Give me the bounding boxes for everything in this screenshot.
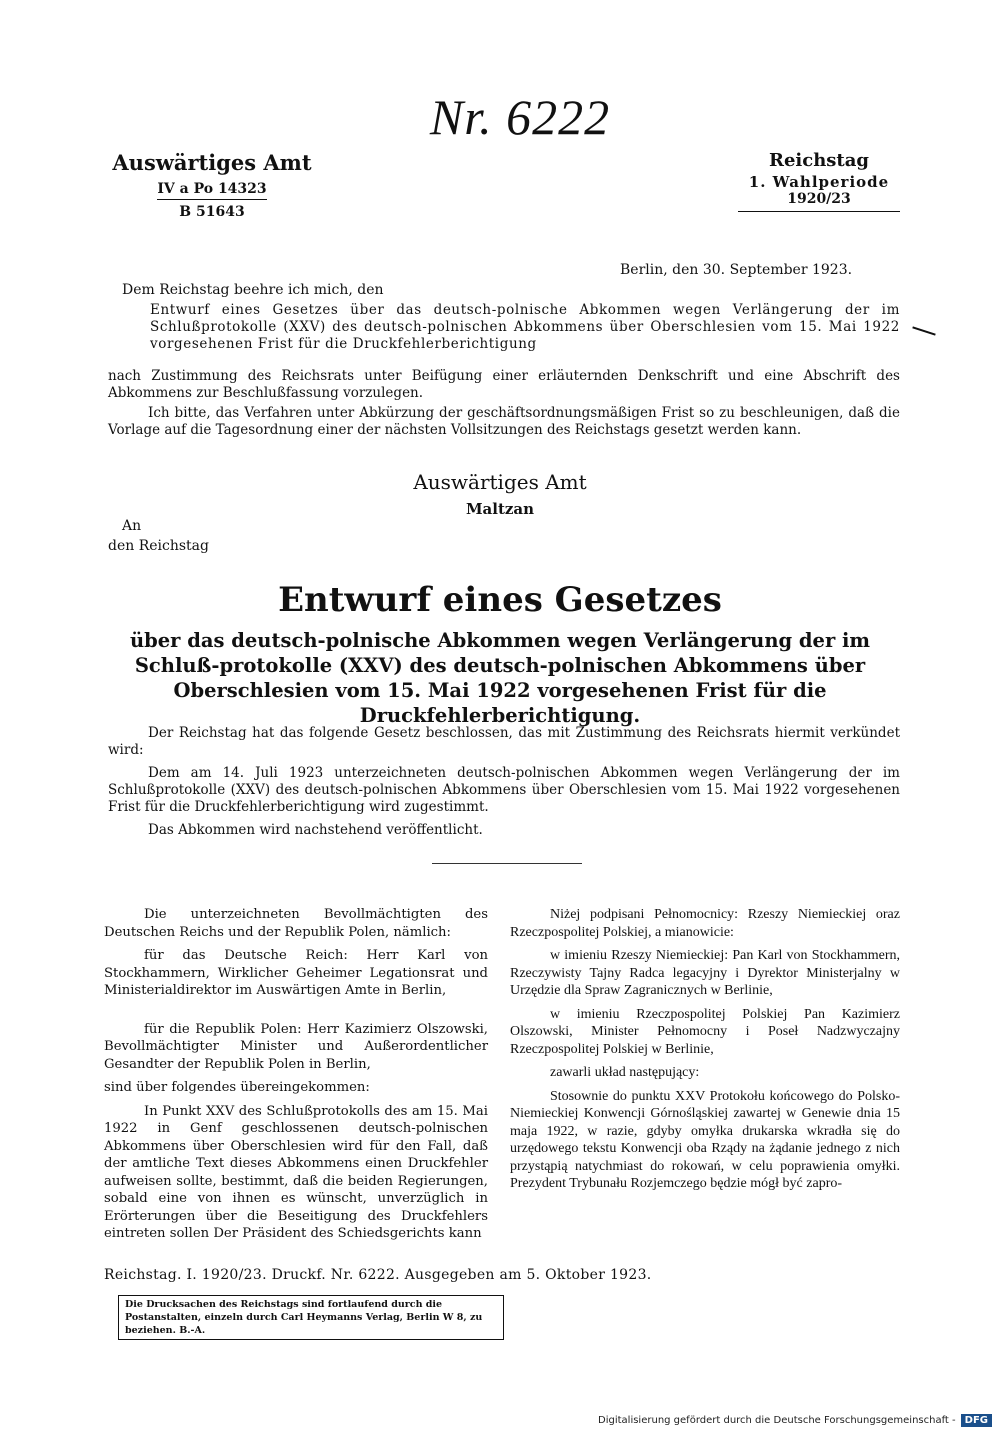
address-line-2: den Reichstag: [108, 538, 209, 554]
section-divider: [432, 863, 582, 864]
law-article-1: Dem am 14. Juli 1923 unterzeichneten deutsch-polnischen Abkommen wegen Verlängerung der im Schlußprotokolle (XXV) des deutsch-polnischen Abkommens über Oberschlesien vom 15. Mai 1922 vorgesehenen Frist für die Druckfehlerberichtigung wird zugestimmt.: [108, 765, 900, 815]
address-line-1: An: [122, 518, 142, 534]
dfg-logo-badge: DFG: [961, 1414, 992, 1427]
agreement-german-column: [104, 906, 488, 1249]
file-reference-2: B 51643: [179, 204, 245, 220]
recipient-body: Reichstag: [769, 150, 869, 171]
letter-date: Berlin, den 30. September 1923.: [620, 262, 853, 278]
signer-office: Auswärtiges Amt: [413, 470, 587, 494]
agreement-de-agreed: sind über folgendes übereingekommen:: [104, 1080, 370, 1095]
signer-name: Maltzan: [465, 500, 535, 518]
issuer-block: [112, 150, 312, 220]
law-title: Entwurf eines Gesetzes: [278, 580, 722, 620]
print-reference: Reichstag. I. 1920/23. Druckf. Nr. 6222. Ausgegeben am 5. Oktober 1923.: [104, 1267, 652, 1283]
digitization-credit: [598, 1414, 992, 1427]
law-article-2: Das Abkommen wird nachstehend veröffentlicht.: [148, 822, 483, 838]
agreement-pl-germany-rep: w imieniu Rzeszy Niemieckiej: Pan Karl von Stockhammern, Rzeczywisty Tajny Radca legacyjny i Dyrektor Ministerjalny w Urzędzie dla Spraw Zagranicznych w Berlinie,: [510, 948, 900, 998]
address-block: [108, 516, 209, 556]
agreement-de-poland-rep: für die Republik Polen: Herr Kazimierz Olszowski, Bevollmächtigter Minister und Außerordentlicher Gesandter der Republik Polen in Berlin,: [104, 1021, 488, 1072]
letter-greeting: Dem Reichstag beehre ich mich, den: [122, 282, 384, 298]
agreement-pl-poland-rep: w imieniu Rzeczpospolitej Polskiej Pan Kazimierz Olszowski, Minister Pełnomocny i Poseł Nadzwyczajny Rzeczpospolitej Polskiej w Berlinie,: [510, 1006, 900, 1057]
agreement-polish-column: [510, 906, 900, 1199]
request-text: Ich bitte, das Verfahren unter Abkürzung der geschäftsordnungsmäßigen Frist so zu beschleunigen, daß die Vorlage auf die Tagesordnung einer der nächsten Vollsitzungen des Reichstags gesetzt werden kann.: [108, 405, 900, 438]
period-years: 1920/23: [738, 191, 900, 212]
file-reference-1: IV a Po 14323: [157, 181, 266, 200]
distribution-notice: Die Drucksachen des Reichstags sind fortlaufend durch die Postanstalten, einzeln durch Carl Heymanns Verlag, Berlin W 8, zu beziehen. B.-A.: [118, 1295, 504, 1340]
law-subtitle: über das deutsch-polnische Abkommen wegen Verlängerung der im Schluß-protokolle (XXV) des deutsch-polnischen Abkommens über Oberschlesien vom 15. Mai 1922 vorgesehenen Frist für die Druckfehlerberichtigung.: [129, 629, 871, 727]
digitization-credit-text: Digitalisierung gefördert durch die Deutsche Forschungsgemeinschaft -: [598, 1415, 956, 1426]
agreement-de-preamble: Die unterzeichneten Bevollmächtigten des Deutschen Reichs und der Republik Polen, nämlich:: [104, 907, 488, 940]
margin-mark: [912, 326, 935, 335]
agreement-de-article: In Punkt XXV des Schlußprotokolls des am 15. Mai 1922 in Genf geschlossenen deutsch-polnischen Abkommens über Oberschlesien wird für den Fall, daß der amtliche Text dieses Abkommens einen Druckfehler aufweisen sollte, bestimmt, daß die beiden Regierungen, sobald eine von ihnen es wünscht, unverzüglich in Erörterungen über die Beseitigung des Druckfehlers eintreten sollen Der Präsident des Schiedsgerichts kann: [104, 1103, 488, 1241]
law-enactment: Der Reichstag hat das folgende Gesetz beschlossen, das mit Zustimmung des Reichsrats hiermit verkündet wird:: [108, 725, 900, 758]
agreement-pl-preamble: Niżej podpisani Pełnomocnicy: Rzeszy Niemieckiej oraz Rzeczpospolitej Polskiej, a mianowicie:: [510, 907, 900, 940]
agreement-pl-agreed: zawarli układ następujący:: [550, 1065, 700, 1080]
approval-text: nach Zustimmung des Reichsrats unter Beifügung einer erläuternden Denkschrift und eine Abschrift des Abkommens zur Beschlußfassung vorzulegen.: [108, 368, 900, 401]
recipient-block: [738, 150, 900, 212]
electoral-period: 1. Wahlperiode: [748, 173, 890, 191]
agreement-de-germany-rep: für das Deutsche Reich: Herr Karl von Stockhammern, Wirklicher Geheimer Legationsrat und Ministerialdirektor im Auswärtigen Amte in Berlin,: [104, 948, 488, 998]
issuer-name: Auswärtiges Amt: [112, 150, 312, 175]
signature-block: [380, 470, 620, 518]
bill-title-inline: Entwurf eines Gesetzes über das deutsch-polnische Abkommen wegen Verlängerung der im Schlußprotokolle (XXV) des deutsch-polnischen Abkommens über Oberschlesien vom 15. Mai 1922 vorgesehenen Frist für die Druckfehlerberichtigung: [150, 302, 900, 352]
agreement-pl-article: Stosownie do punktu XXV Protokołu końcowego do Polsko-Niemieckiej Konwencji Górnośląskiej zawartej w Genewie dnia 15 maja 1922, w razie, gdyby omyłka drukarska wkradła się do urzędowego tekstu Konwencji oba Rządy na żądanie jednego z nich przystąpią natychmiast do rokowań, w celu poprawienia omyłki. Prezydent Trybunału Rozjemczego będzie mógł być zapro-: [510, 1088, 900, 1191]
document-number: Nr. 6222: [429, 89, 611, 145]
